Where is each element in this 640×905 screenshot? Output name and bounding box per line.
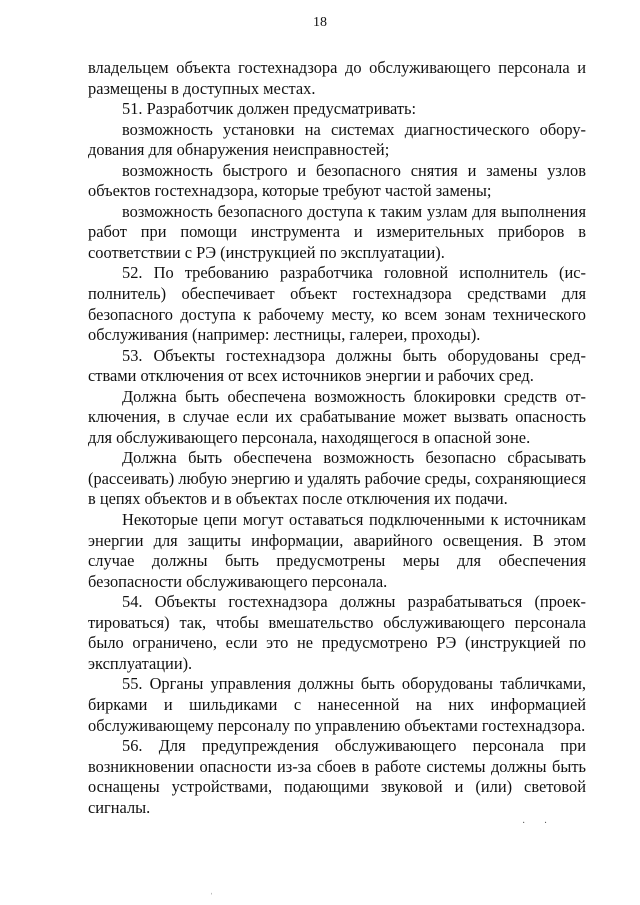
paragraph-51-item-1: возможность установки на системах диагностического оборудования для обнаружения неисправностей;	[88, 119, 586, 160]
paragraph-56: 56. Для предупреждения обслуживающего персонала при возникновении опасности из-за сбоев в работе системы должны быть оснащены устройствами, подающими звуковой и (или) световой сигналы.	[88, 736, 586, 817]
paragraph-55: 55. Органы управления должны быть оборудованы табличками, бирками и шильдиками с нанесенной на них информацией обслуживающему персоналу по управлению объектами гостехнадзора.	[88, 674, 586, 735]
paragraph-51: 51. Разработчик должен предусматривать:	[122, 99, 417, 119]
scan-specks: · ·	[522, 818, 556, 829]
scan-speck-bottom: ˌ	[210, 884, 214, 895]
document-body	[88, 58, 586, 818]
paragraph-53-circuits: Некоторые цепи могут оставаться подключенными к источникам энергии для защиты информации, аварийного освещения. В этом случае должны быть предусмотрены меры для обеспечения безопасности обслуживающего персонала.	[88, 510, 586, 591]
paragraph-51-item-3: возможность безопасного доступа к таким узлам для выполнения работ при помощи инструмента и измерительных приборов в соответствии с РЭ (инструкцией по эксплуатации).	[88, 201, 586, 262]
paragraph-53-energy-release: Должна быть обеспечена возможность безопасно сбрасывать (рассеивать) любую энергию и удалять рабочие среды, сохраняющиеся в цепях объектов и в объектах после отключения их подачи.	[88, 448, 586, 509]
paragraph-53: 53. Объекты гостехнадзора должны быть оборудованы средствами отключения от всех источников энергии и рабочих сред.	[88, 345, 586, 386]
page-number: 18	[313, 15, 327, 30]
paragraph-continuation: владельцем объекта гостехнадзора до обслуживающего персонала и размещены в доступных местах.	[88, 58, 586, 98]
paragraph-52: 52. По требованию разработчика головной исполнитель (исполнитель) обеспечивает объект гостехнадзора средствами для безопасного доступа к рабочему месту, ко всем зонам технического обслуживания (например: лестницы, галереи, проходы).	[88, 263, 586, 345]
paragraph-51-item-2: возможность быстрого и безопасного снятия и замены узлов объектов гостехнадзора, которые требуют частой замены;	[88, 160, 586, 201]
paragraph-54: 54. Объекты гостехнадзора должны разрабатываться (проектироваться) так, чтобы вмешательство обслуживающего персонала было ограничено, если это не предусмотрено РЭ (инструкцией по эксплуатации).	[88, 592, 586, 673]
paragraph-53-blocking: Должна быть обеспечена возможность блокировки средств отключения, в случае если их срабатывание может вызвать опасность для обслуживающего персонала, находящегося в опасной зоне.	[88, 386, 586, 447]
